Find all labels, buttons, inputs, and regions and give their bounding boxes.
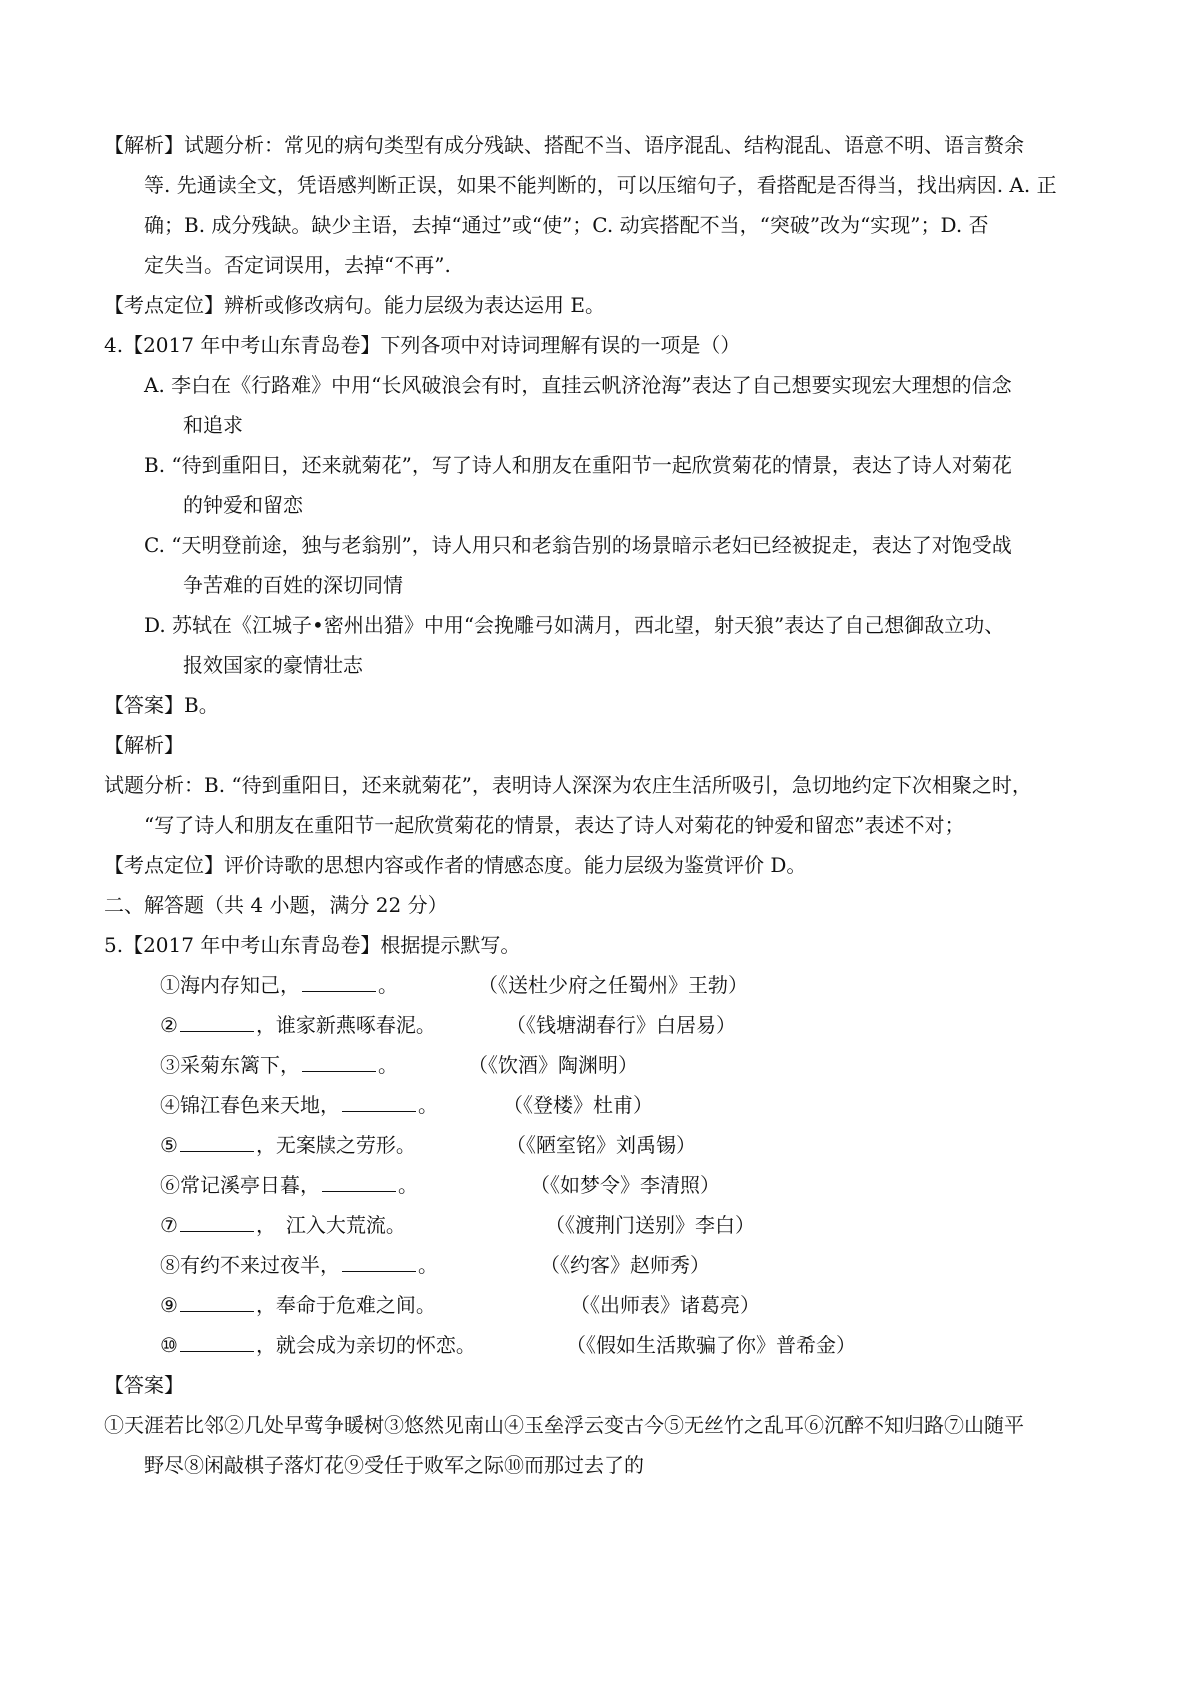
question-4-stem: 4.【2017 年中考山东青岛卷】下列各项中对诗词理解有误的一项是（） — [104, 333, 741, 357]
analysis-1-line-4: 定失当。否定词误用，去掉“不再”. — [144, 253, 451, 277]
analysis-text: 试题分析：常见的病句类型有成分残缺、搭配不当、语序混乱、结构混乱、语意不明、语言赘余 — [184, 133, 1024, 157]
q5-item-text: 。 — [418, 1253, 438, 1277]
fill-blank — [180, 1331, 254, 1352]
q5-item-text: ①海内存知己， — [160, 973, 300, 997]
fill-blank — [302, 971, 376, 992]
q5-item-text: 。 — [398, 1173, 418, 1197]
q5-item-text: ⑤ — [160, 1133, 178, 1157]
q5-item-1-source: （《送杜少府之任蜀州》王勃） — [478, 973, 748, 997]
q5-item-text: 。 — [378, 973, 398, 997]
q5-item-6-source: （《如梦令》李清照） — [530, 1173, 720, 1197]
q5-item-6 — [160, 1171, 418, 1199]
q5-item-text: ② — [160, 1013, 178, 1037]
q5-item-3 — [160, 1051, 398, 1079]
q5-item-10 — [160, 1331, 476, 1359]
q5-answer-line-2: 野尽⑧闲敲棋子落灯花⑨受任于败军之际⑩而那过去了的 — [144, 1453, 644, 1477]
q5-item-9 — [160, 1291, 436, 1319]
q4-option-a-line-1: A. 李白在《行路难》中用“长风破浪会有时，直挂云帆济沧海”表达了自己想要实现宏大理想的信念 — [144, 373, 1012, 397]
q5-item-text: ③采菊东篱下， — [160, 1053, 300, 1077]
q5-item-2-source: （《钱塘湖春行》白居易） — [506, 1013, 736, 1037]
q4-exam-point — [104, 851, 806, 879]
q4-option-c-line-2: 争苦难的百姓的深切同情 — [183, 573, 403, 597]
q5-item-5 — [160, 1131, 416, 1159]
q5-item-2 — [160, 1011, 436, 1039]
exam-point-1 — [104, 291, 605, 319]
answer-tag: 【答案】 — [104, 693, 184, 717]
exam-point-text: 评价诗歌的思想内容或作者的情感态度。能力层级为鉴赏评价 D。 — [224, 853, 807, 877]
q5-answer-line-1: ①天涯若比邻②几处早莺争暖树③悠然见南山④玉垒浮云变古今⑤无丝竹之乱耳⑥沉醉不知归路⑦山随平 — [104, 1413, 1024, 1437]
q4-analysis-line-1: 试题分析：B. “待到重阳日，还来就菊花”，表明诗人深深为农庄生活所吸引，急切地约定下次相聚之时， — [104, 773, 1032, 797]
fill-blank — [322, 1171, 396, 1192]
q4-option-b-line-1: B. “待到重阳日，还来就菊花”，写了诗人和朋友在重阳节一起欣赏菊花的情景，表达了诗人对菊花 — [144, 453, 1012, 477]
q5-item-text: ④锦江春色来天地， — [160, 1093, 340, 1117]
exam-point-tag: 【考点定位】 — [104, 853, 224, 877]
q5-item-text: ，奉命于危难之间。 — [255, 1293, 436, 1317]
analysis-1-line-2: 等. 先通读全文，凭语感判断正误，如果不能判断的，可以压缩句子，看搭配是否得当，找出病因. A. 正 — [144, 173, 1057, 197]
exam-point-text: 辨析或修改病句。能力层级为表达运用 E。 — [224, 293, 605, 317]
q4-option-b-line-2: 的钟爱和留恋 — [183, 493, 303, 517]
q5-item-8 — [160, 1251, 438, 1279]
q5-item-9-source: （《出师表》诸葛亮） — [570, 1293, 760, 1317]
q4-analysis-line-2: “写了诗人和朋友在重阳节一起欣赏菊花的情景，表达了诗人对菊花的钟爱和留恋”表述不对； — [144, 813, 965, 837]
q5-item-4-source: （《登楼》杜甫） — [503, 1093, 653, 1117]
q5-item-text: ⑦ — [160, 1213, 178, 1237]
q4-analysis-tag: 【解析】 — [104, 733, 184, 757]
fill-blank — [180, 1211, 254, 1232]
q5-item-5-source: （《陋室铭》刘禹锡） — [506, 1133, 696, 1157]
analysis-tag: 【解析】 — [104, 133, 184, 157]
q5-item-text: ⑩ — [160, 1333, 178, 1357]
q4-answer — [104, 691, 219, 719]
q5-answer-tag: 【答案】 — [104, 1373, 184, 1397]
q4-option-a-line-2: 和追求 — [183, 413, 243, 437]
analysis-1-line-1 — [104, 131, 1024, 159]
fill-blank — [180, 1131, 254, 1152]
fill-blank — [302, 1051, 376, 1072]
question-5-stem: 5.【2017 年中考山东青岛卷】根据提示默写。 — [104, 933, 521, 957]
q5-item-7-source: （《渡荆门送别》李白） — [545, 1213, 755, 1237]
q4-option-d-line-2: 报效国家的豪情壮志 — [183, 653, 363, 677]
fill-blank — [180, 1291, 254, 1312]
q5-item-text: ，就会成为亲切的怀恋。 — [255, 1333, 476, 1357]
q4-option-d-line-1: D. 苏轼在《江城子•密州出猎》中用“会挽雕弓如满月，西北望，射天狼”表达了自己想御敌立功、 — [144, 613, 1005, 637]
fill-blank — [342, 1091, 416, 1112]
q5-item-text: ⑧有约不来过夜半， — [160, 1253, 340, 1277]
q5-item-text: 。 — [378, 1053, 398, 1077]
fill-blank — [342, 1251, 416, 1272]
q5-item-text: ，无案牍之劳形。 — [255, 1133, 416, 1157]
analysis-1-line-3: 确；B. 成分残缺。缺少主语，去掉“通过”或“使”；C. 动宾搭配不当，“突破”改为“实现”；D. 否 — [144, 213, 989, 237]
q5-item-text: ⑨ — [160, 1293, 178, 1317]
section-2-heading: 二、解答题（共 4 小题，满分 22 分） — [104, 893, 448, 917]
q5-item-3-source: （《饮酒》陶渊明） — [468, 1053, 638, 1077]
q5-item-10-source: （《假如生活欺骗了你》普希金） — [566, 1333, 856, 1357]
q5-item-text: ⑥常记溪亭日暮， — [160, 1173, 320, 1197]
q5-item-text: ， 江入大荒流。 — [255, 1213, 406, 1237]
q5-item-4 — [160, 1091, 438, 1119]
q5-item-8-source: （《约客》赵师秀） — [540, 1253, 710, 1277]
exam-point-tag: 【考点定位】 — [104, 293, 224, 317]
q5-item-text: ，谁家新燕啄春泥。 — [255, 1013, 436, 1037]
q5-item-7 — [160, 1211, 406, 1239]
q5-item-text: 。 — [418, 1093, 438, 1117]
q4-option-c-line-1: C. “天明登前途，独与老翁别”，诗人用只和老翁告别的场景暗示老妇已经被捉走，表达了对饱受战 — [144, 533, 1012, 557]
answer-text: B。 — [184, 693, 219, 717]
q5-item-1 — [160, 971, 398, 999]
fill-blank — [180, 1011, 254, 1032]
